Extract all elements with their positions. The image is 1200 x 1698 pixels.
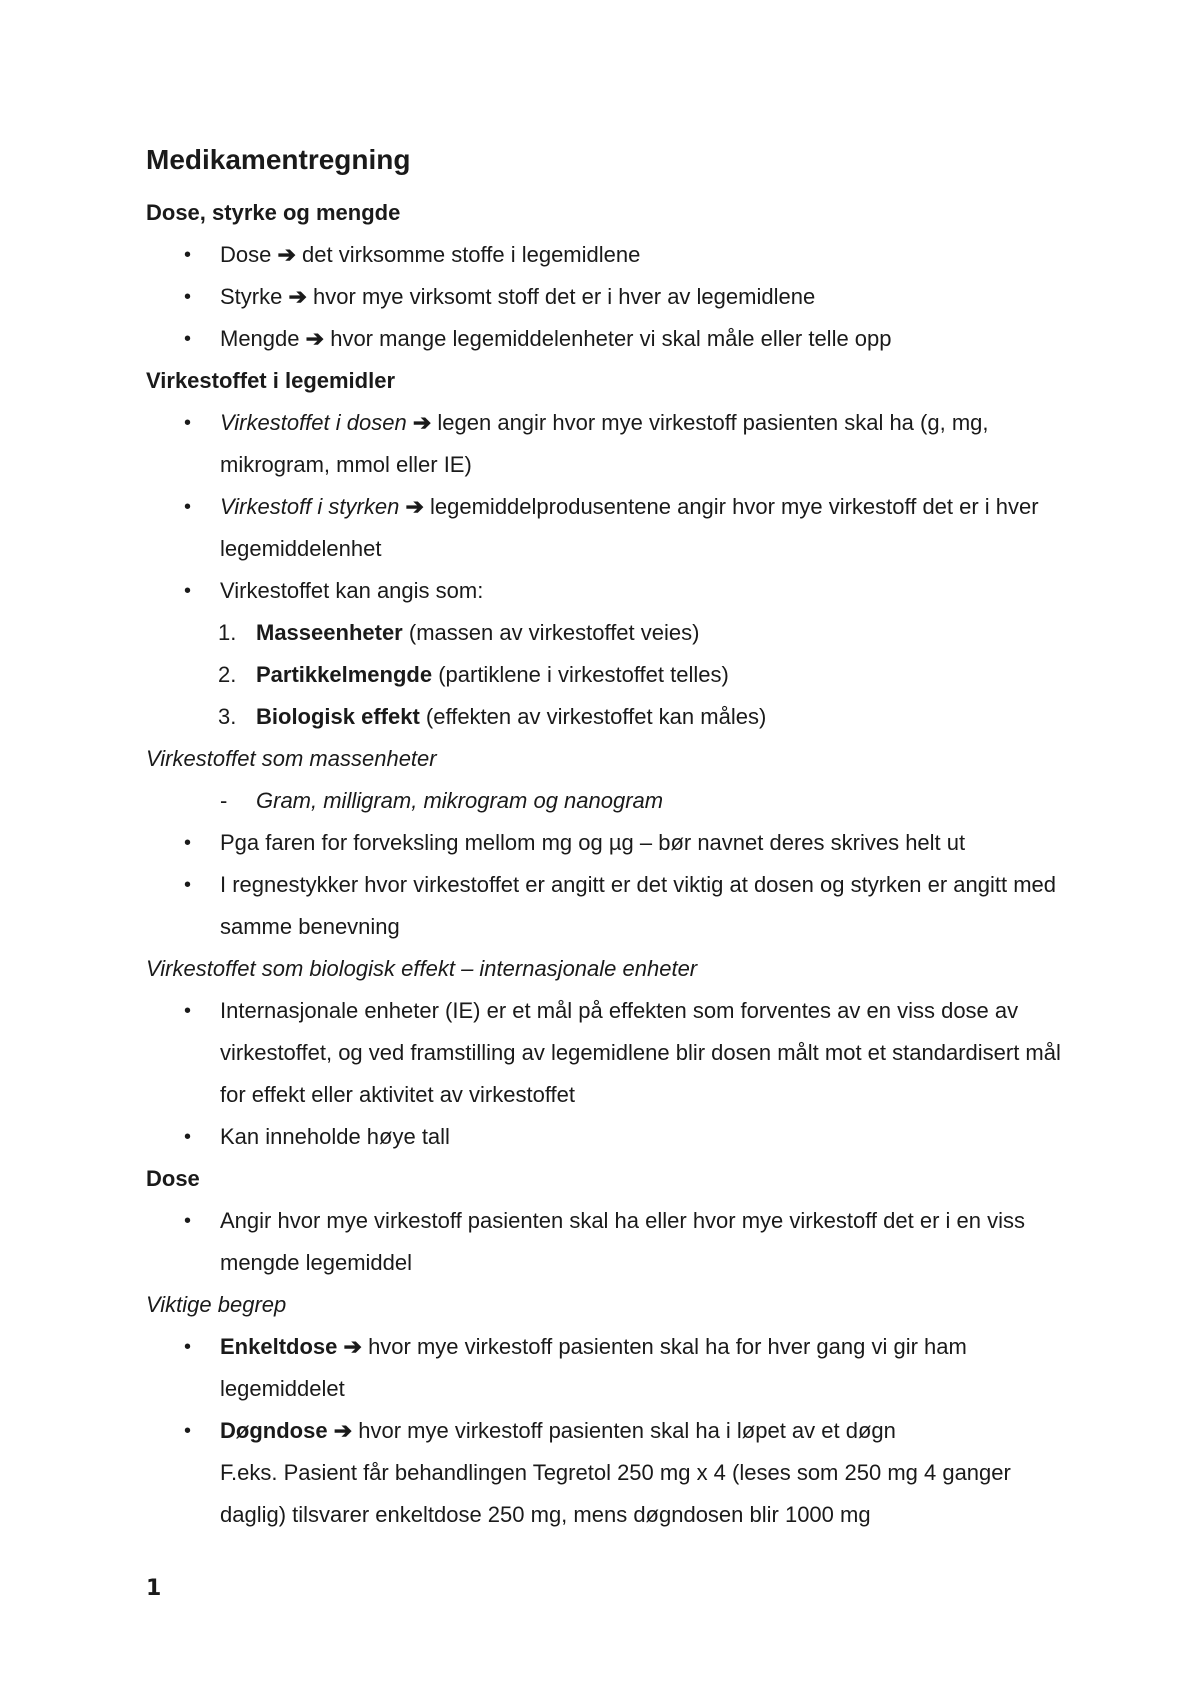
bullet-icon: •: [184, 1336, 192, 1358]
bullet-icon: •: [184, 412, 192, 434]
numbered-item: 2. Partikkelmengde (partiklene i virkestoffet telles): [218, 662, 729, 687]
numbered-list-units: [146, 612, 1076, 738]
heading-biologisk-effekt: Virkestoffet som biologisk effekt – internasjonale enheter: [146, 956, 698, 981]
document-content: [146, 138, 1076, 1536]
bullet-icon: •: [184, 1420, 192, 1442]
list-item: • Mengde ➔ hvor mange legemiddelenheter vi skal måle eller telle opp: [146, 318, 1076, 360]
dash-item: - Gram, milligram, mikrogram og nanogram: [146, 780, 1076, 822]
arrow-icon: ➔: [277, 242, 296, 267]
bullet-icon: •: [184, 496, 192, 518]
arrow-icon: ➔: [333, 1418, 353, 1443]
list-item: • Virkestoffet kan angis som:: [146, 570, 1076, 612]
arrow-icon: ➔: [412, 410, 432, 435]
bullet-icon: •: [184, 1000, 192, 1022]
list-item: • Internasjonale enheter (IE) er et mål på effekten som forventes av en viss dose av virkestoffet, og ved framstilling av legemidlene blir dosen målt mot et standardisert mål for effekt eller aktivitet av virkestoffet: [146, 990, 1076, 1116]
heading-virkestoffet-i-legemidler: Virkestoffet i legemidler: [146, 368, 396, 393]
bullet-icon: •: [184, 244, 192, 266]
heading-dose: Dose: [146, 1166, 200, 1191]
list-item: • Virkestoffet i dosen ➔ legen angir hvor mye virkestoff pasienten skal ha (g, mg, mikrogram, mmol eller IE): [146, 402, 1076, 486]
list-item: • Pga faren for forveksling mellom mg og µg – bør navnet deres skrives helt ut: [146, 822, 1076, 864]
dash-list: [146, 780, 1076, 822]
bullet-icon: •: [184, 328, 192, 350]
page-number: 1: [146, 1576, 162, 1601]
list-viktige-begrep: [146, 1326, 1076, 1452]
list-item: • Enkeltdose ➔ hvor mye virkestoff pasienten skal ha for hver gang vi gir ham legemiddelet: [146, 1326, 1076, 1410]
bullet-icon: •: [184, 874, 192, 896]
list-item: • Virkestoff i styrken ➔ legemiddelprodusentene angir hvor mye virkestoff det er i hver legemiddelenhet: [146, 486, 1076, 570]
heading-viktige-begrep: Viktige begrep: [146, 1292, 287, 1317]
arrow-icon: ➔: [405, 494, 424, 519]
list-biologisk-effekt: [146, 990, 1076, 1158]
list-massenheter: [146, 822, 1076, 948]
list-item: • Angir hvor mye virkestoff pasienten skal ha eller hvor mye virkestoff det er i en viss mengde legemiddel: [146, 1200, 1076, 1284]
list-item: • Døgndose ➔ hvor mye virkestoff pasienten skal ha i løpet av et døgn: [146, 1410, 1076, 1452]
list-item: • Styrke ➔ hvor mye virksomt stoff det er i hver av legemidlene: [146, 276, 1076, 318]
arrow-icon: ➔: [343, 1334, 362, 1359]
heading-massenheter: Virkestoffet som massenheter: [146, 746, 437, 771]
dash-icon: -: [220, 788, 228, 813]
numbered-item: 1. Masseenheter (massen av virkestoffet veies): [218, 620, 700, 645]
bullet-icon: •: [184, 1126, 192, 1148]
numbered-item: 3. Biologisk effekt (effekten av virkestoffet kan måles): [218, 704, 767, 729]
list-item: • Dose ➔ det virksomme stoffe i legemidlene: [146, 234, 1076, 276]
list-virkestoffet: [146, 402, 1076, 612]
arrow-icon: ➔: [288, 284, 307, 309]
document-title: Medikamentregning: [146, 144, 411, 175]
bullet-icon: •: [184, 286, 192, 308]
bullet-icon: •: [184, 832, 192, 854]
bullet-icon: •: [184, 1210, 192, 1232]
list-dose: [146, 1200, 1076, 1284]
list-item: • Kan inneholde høye tall: [146, 1116, 1076, 1158]
list-item: • I regnestykker hvor virkestoffet er angitt er det viktig at dosen og styrken er angitt med samme benevning: [146, 864, 1076, 948]
bullet-icon: •: [184, 580, 192, 602]
example-text: F.eks. Pasient får behandlingen Tegretol 250 mg x 4 (leses som 250 mg 4 ganger daglig) tilsvarer enkeltdose 250 mg, mens døgndosen blir 1000 mg: [220, 1460, 1011, 1527]
list-dose-styrke-mengde: [146, 234, 1076, 360]
arrow-icon: ➔: [305, 326, 325, 351]
heading-dose-styrke-mengde: Dose, styrke og mengde: [146, 200, 401, 225]
